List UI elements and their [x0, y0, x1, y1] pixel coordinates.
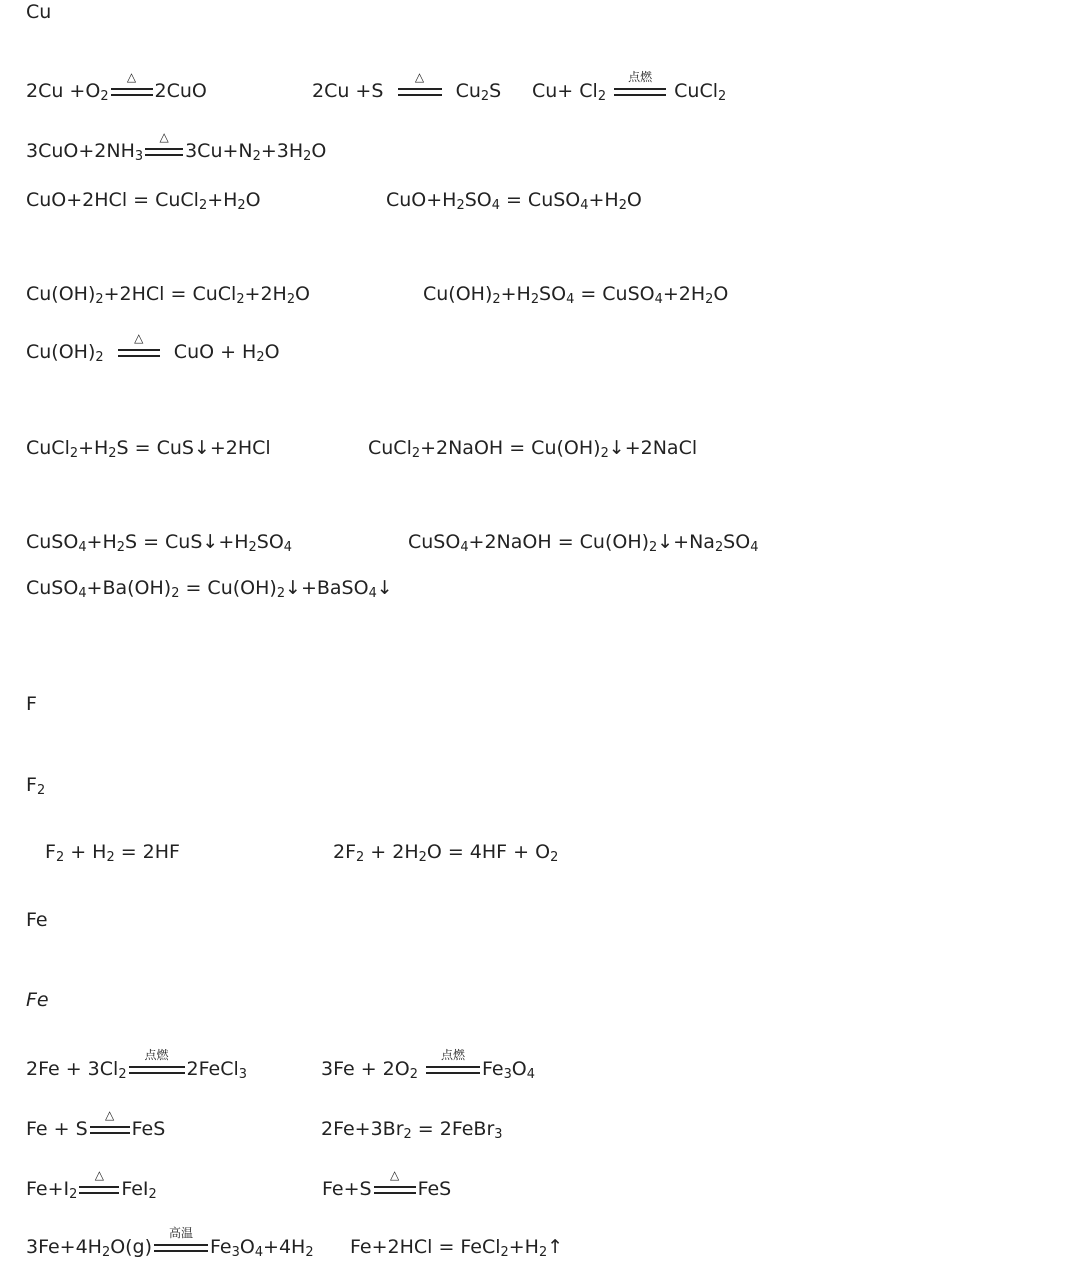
- eq-text: = CuSO: [499, 189, 581, 211]
- double-arrow-ignite: [426, 1047, 480, 1074]
- eq-text: O = 4HF + O: [426, 841, 551, 863]
- heat-condition: △: [134, 330, 144, 345]
- equation-fe-i2: [26, 1167, 157, 1203]
- eq-sub: 3: [231, 1245, 240, 1261]
- double-arrow-heat: [111, 69, 153, 96]
- eq-sub: 2: [538, 1245, 548, 1261]
- eq-text: Cu(OH): [26, 283, 96, 305]
- equation-cu-s: [312, 69, 502, 105]
- eq-text: O(g): [110, 1236, 153, 1258]
- equation-fe-o2: [321, 1047, 535, 1083]
- eq-text: Fe: [210, 1236, 232, 1258]
- eq-text: FeS: [131, 1118, 166, 1140]
- equation-cucl2-naoh: [368, 436, 697, 460]
- equation-cuoh2-hcl: [26, 282, 310, 306]
- high-temp-condition: 高温: [169, 1225, 194, 1240]
- eq-text: Cu(OH): [423, 283, 493, 305]
- section-heading-fe: Fe: [26, 909, 48, 931]
- eq-sub: 2: [456, 198, 465, 214]
- eq-text: ↓+Na: [657, 531, 715, 553]
- double-arrow-heat: [374, 1167, 416, 1194]
- eq-text: CuSO: [408, 531, 461, 553]
- eq-sub: 2: [116, 540, 125, 556]
- eq-text: SO: [464, 189, 492, 211]
- heat-condition: △: [126, 69, 137, 84]
- eq-sub: 4: [654, 292, 663, 308]
- eq-sub: 2: [403, 1127, 412, 1143]
- eq-text: O: [239, 1236, 255, 1258]
- eq-sub: 2: [305, 1245, 314, 1261]
- eq-text: Cu(OH): [26, 341, 96, 363]
- equation-fe-cl2: [26, 1047, 247, 1083]
- heat-condition: △: [105, 1107, 115, 1122]
- eq-text: +H: [500, 283, 531, 305]
- eq-sub: 2: [148, 1187, 157, 1203]
- eq-text: O: [295, 283, 311, 305]
- eq-sub: 2: [106, 850, 115, 866]
- eq-sub: 2: [714, 540, 724, 556]
- eq-text: O: [511, 1058, 527, 1080]
- eq-sub: 2: [236, 292, 245, 308]
- double-arrow-heat: [398, 69, 442, 96]
- eq-sub: 2: [618, 198, 627, 214]
- double-arrow-ignite: [614, 69, 666, 96]
- ignite-condition: 点燃: [440, 1047, 465, 1062]
- equation-fe-s: [26, 1107, 166, 1141]
- eq-sub: 2: [409, 1067, 418, 1083]
- eq-sub: 4: [580, 198, 589, 214]
- eq-text: S: [489, 80, 502, 102]
- equation-cuso4-baoh2: [26, 576, 393, 600]
- eq-sub: 4: [283, 540, 292, 556]
- eq-sub: 2: [171, 586, 180, 602]
- eq-sub: 4: [78, 540, 87, 556]
- heat-condition: △: [94, 1167, 104, 1182]
- eq-sub: 4: [566, 292, 575, 308]
- eq-sub: 2: [108, 446, 117, 462]
- eq-sub: 2: [198, 198, 208, 214]
- eq-sub: 2: [597, 89, 607, 105]
- eq-text: SO: [723, 531, 751, 553]
- eq-sub: 2: [248, 540, 257, 556]
- eq-text: F: [45, 841, 56, 863]
- eq-text: CuO+2HCl = CuCl: [26, 189, 199, 211]
- eq-text: Fe+S: [322, 1178, 372, 1200]
- eq-text: 3Cu+N: [185, 140, 253, 162]
- heat-condition: △: [159, 129, 169, 144]
- equation-f2-h2o: [333, 840, 558, 864]
- double-arrow-heat: [79, 1167, 119, 1194]
- double-arrow-heat: [145, 129, 183, 156]
- eq-text: FeS: [417, 1178, 452, 1200]
- eq-sub: 2: [69, 1187, 78, 1203]
- eq-text: S = CuS↓+2HCl: [116, 437, 271, 459]
- eq-sub: 4: [491, 198, 500, 214]
- eq-sub: 2: [649, 540, 658, 556]
- eq-sub: 2: [411, 446, 421, 462]
- eq-text: CuCl: [674, 80, 718, 102]
- equation-cuoh2-decomp: [26, 330, 280, 366]
- eq-text: Fe + S: [26, 1118, 88, 1140]
- double-arrow-ignite: [129, 1047, 185, 1074]
- section-heading-f: F: [26, 693, 37, 715]
- equation-fe-h2o: [26, 1225, 314, 1261]
- eq-text: +2H: [244, 283, 287, 305]
- eq-text: + 2H: [364, 841, 419, 863]
- equation-fe-hcl: [350, 1235, 563, 1259]
- equation-cuso4-naoh: [408, 530, 758, 554]
- double-arrow-heat: [118, 330, 160, 357]
- eq-text: = 2HF: [114, 841, 180, 863]
- ignite-condition: 点燃: [144, 1047, 169, 1062]
- eq-text: 2Cu +S: [312, 80, 384, 102]
- eq-text: ↑: [547, 1236, 564, 1258]
- double-arrow-heat: [90, 1107, 130, 1134]
- eq-text: +2HCl = CuCl: [103, 283, 237, 305]
- heat-condition: △: [414, 69, 425, 84]
- eq-text: = 2FeBr: [411, 1118, 495, 1140]
- eq-text: 2Cu +O: [26, 80, 101, 102]
- eq-text: 3CuO+2NH: [26, 140, 135, 162]
- eq-sub: 3: [134, 149, 144, 165]
- equation-cu-cl2: [532, 69, 727, 105]
- eq-sub: 4: [78, 586, 87, 602]
- eq-sub: 4: [368, 586, 377, 602]
- section-heading-f2: [26, 773, 45, 797]
- eq-text: O: [713, 283, 729, 305]
- eq-text: ↓: [376, 577, 393, 599]
- eq-sub: 4: [526, 1067, 535, 1083]
- eq-text: = Cu(OH): [179, 577, 277, 599]
- eq-text: +2NaOH = Cu(OH): [468, 531, 650, 553]
- eq-text: +3H: [260, 140, 304, 162]
- eq-sub: 4: [254, 1245, 264, 1261]
- eq-sub: 2: [95, 350, 104, 366]
- eq-sub: 2: [530, 292, 540, 308]
- eq-sub: 2: [550, 850, 559, 866]
- eq-text: Cu: [455, 80, 481, 102]
- eq-sub: 2: [718, 89, 727, 105]
- eq-text: CuCl: [26, 437, 70, 459]
- eq-sub: 2: [418, 850, 427, 866]
- eq-text: 3Fe+4H: [26, 1236, 102, 1258]
- eq-text: = CuSO: [574, 283, 655, 305]
- eq-sub: 3: [503, 1067, 512, 1083]
- eq-text: Fe+I: [26, 1178, 70, 1200]
- equation-cuo-nh3: [26, 129, 327, 165]
- equation-cucl2-h2s: [26, 436, 271, 460]
- eq-text: S = CuS↓+H: [124, 531, 249, 553]
- eq-sub: 2: [500, 1245, 509, 1261]
- double-arrow-high-temp: [154, 1225, 208, 1252]
- eq-text: O: [626, 189, 642, 211]
- eq-sub: 2: [237, 198, 246, 214]
- eq-text: CuCl: [368, 437, 412, 459]
- section-heading-cu: Cu: [26, 1, 52, 23]
- eq-text: O: [245, 189, 261, 211]
- eq-sub: 2: [480, 89, 490, 105]
- ignite-condition: 点燃: [628, 69, 653, 84]
- eq-text: 3Fe + 2O: [321, 1058, 410, 1080]
- eq-sub: 2: [356, 850, 365, 866]
- eq-sub: 2: [118, 1067, 127, 1083]
- eq-text: +Ba(OH): [86, 577, 172, 599]
- eq-sub: 2: [256, 350, 265, 366]
- eq-text: Cu+ Cl: [532, 80, 598, 102]
- eq-text: O: [264, 341, 280, 363]
- eq-text: CuO+H: [386, 189, 457, 211]
- eq-text: SO: [256, 531, 284, 553]
- eq-text: 2FeCl: [186, 1058, 239, 1080]
- eq-text: +2NaOH = Cu(OH): [420, 437, 601, 459]
- eq-text: +2H: [662, 283, 706, 305]
- eq-text: Fe+2HCl = FeCl: [350, 1236, 501, 1258]
- eq-text: SO: [539, 283, 567, 305]
- eq-sub: 3: [494, 1127, 503, 1143]
- eq-sub: 2: [286, 292, 296, 308]
- eq-text: ↓+BaSO: [285, 577, 369, 599]
- eq-text: Fe: [481, 1058, 504, 1080]
- equation-cu-o2: [26, 69, 207, 105]
- eq-sub: 2: [101, 1245, 111, 1261]
- eq-text: CuO + H: [173, 341, 257, 363]
- eq-text: 2Fe+3Br: [321, 1118, 404, 1140]
- section-heading-fe-italic: Fe: [26, 989, 49, 1011]
- eq-text: + H: [64, 841, 107, 863]
- eq-sub: 2: [95, 292, 104, 308]
- equation-cuoh2-h2so4: [423, 282, 728, 306]
- equation-f2-h2: [45, 840, 180, 864]
- eq-text: FeI: [121, 1178, 149, 1200]
- eq-text: F: [26, 774, 37, 796]
- equation-fe-s-2: [322, 1167, 452, 1201]
- eq-text: 2Fe + 3Cl: [26, 1058, 119, 1080]
- eq-text: CuSO: [26, 577, 79, 599]
- equation-fe-br2: [321, 1117, 502, 1141]
- heat-condition: △: [389, 1167, 400, 1182]
- eq-sub: 4: [460, 540, 469, 556]
- equation-cuo-hcl: [26, 188, 261, 212]
- eq-text: +H: [588, 189, 619, 211]
- eq-text: O: [311, 140, 327, 162]
- eq-text: CuSO: [26, 531, 79, 553]
- eq-sub: 3: [238, 1067, 247, 1083]
- eq-text: 2F: [333, 841, 357, 863]
- eq-text: +4H: [263, 1236, 306, 1258]
- eq-text: ↓+2NaCl: [608, 437, 698, 459]
- eq-text: +H: [86, 531, 117, 553]
- eq-text: +H: [508, 1236, 539, 1258]
- eq-sub: 2: [69, 446, 79, 462]
- eq-sub: 2: [600, 446, 609, 462]
- eq-sub: 2: [100, 89, 109, 105]
- eq-sub: 2: [276, 586, 286, 602]
- eq-text: +H: [78, 437, 109, 459]
- eq-sub: 4: [750, 540, 759, 556]
- eq-text: 2CuO: [154, 80, 207, 102]
- equation-cuo-h2so4: [386, 188, 642, 212]
- eq-sub: 2: [705, 292, 714, 308]
- eq-sub: 2: [303, 149, 312, 165]
- eq-sub: 2: [36, 783, 46, 799]
- eq-sub: 2: [55, 850, 65, 866]
- eq-text: +H: [207, 189, 238, 211]
- eq-sub: 2: [492, 292, 501, 308]
- equation-cuso4-h2s: [26, 530, 292, 554]
- eq-sub: 2: [252, 149, 261, 165]
